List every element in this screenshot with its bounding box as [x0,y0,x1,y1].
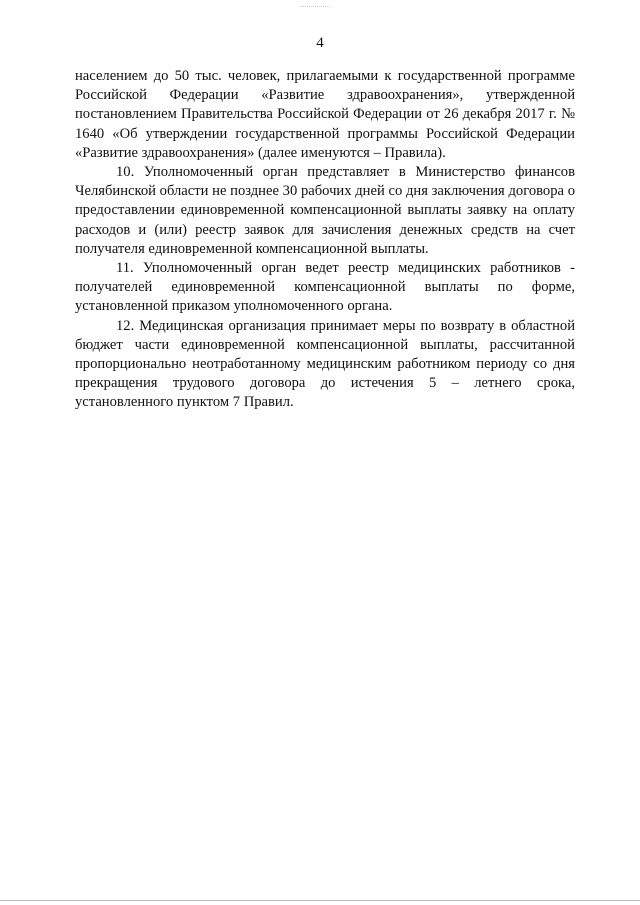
document-body [75,67,575,413]
paragraph-continuation: населением до 50 тыс. человек, прилагаемыми к государственной программе Российской Федерации «Развитие здравоохранения», утвержденной постановлением Правительства Российской Федерации от 26 декабря 2017 г. № 1640 «Об утверждении государственной программы Российской Федерации «Развитие здравоохранения» (далее именуются – Правила). [75,68,575,161]
scan-bottom-edge [0,900,640,901]
paragraph-item-10: 10. Уполномоченный орган представляет в Министерство финансов Челябинской области не позднее 30 рабочих дней со дня заключения договора о предоставлении единовременной компенсационной выплаты заявку на оплату расходов и (или) реестр заявок для зачисления денежных средств на счет получателя единовременной компенсационной выплаты. [75,164,575,257]
scan-mark [300,6,330,8]
page-number: 4 [316,35,324,51]
paragraph-item-11: 11. Уполномоченный орган ведет реестр медицинских работников - получателей единовременной компенсационной выплаты по форме, установленной приказом уполномоченного органа. [75,260,575,315]
paragraph-item-12: 12. Медицинская организация принимает меры по возврату в областной бюджет части единовременной компенсационной выплаты, рассчитанной пропорционально неотработанному медицинским работником периоду со дня прекращения трудового договора до истечения 5 – летнего срока, установленного пунктом 7 Правил. [75,317,575,411]
